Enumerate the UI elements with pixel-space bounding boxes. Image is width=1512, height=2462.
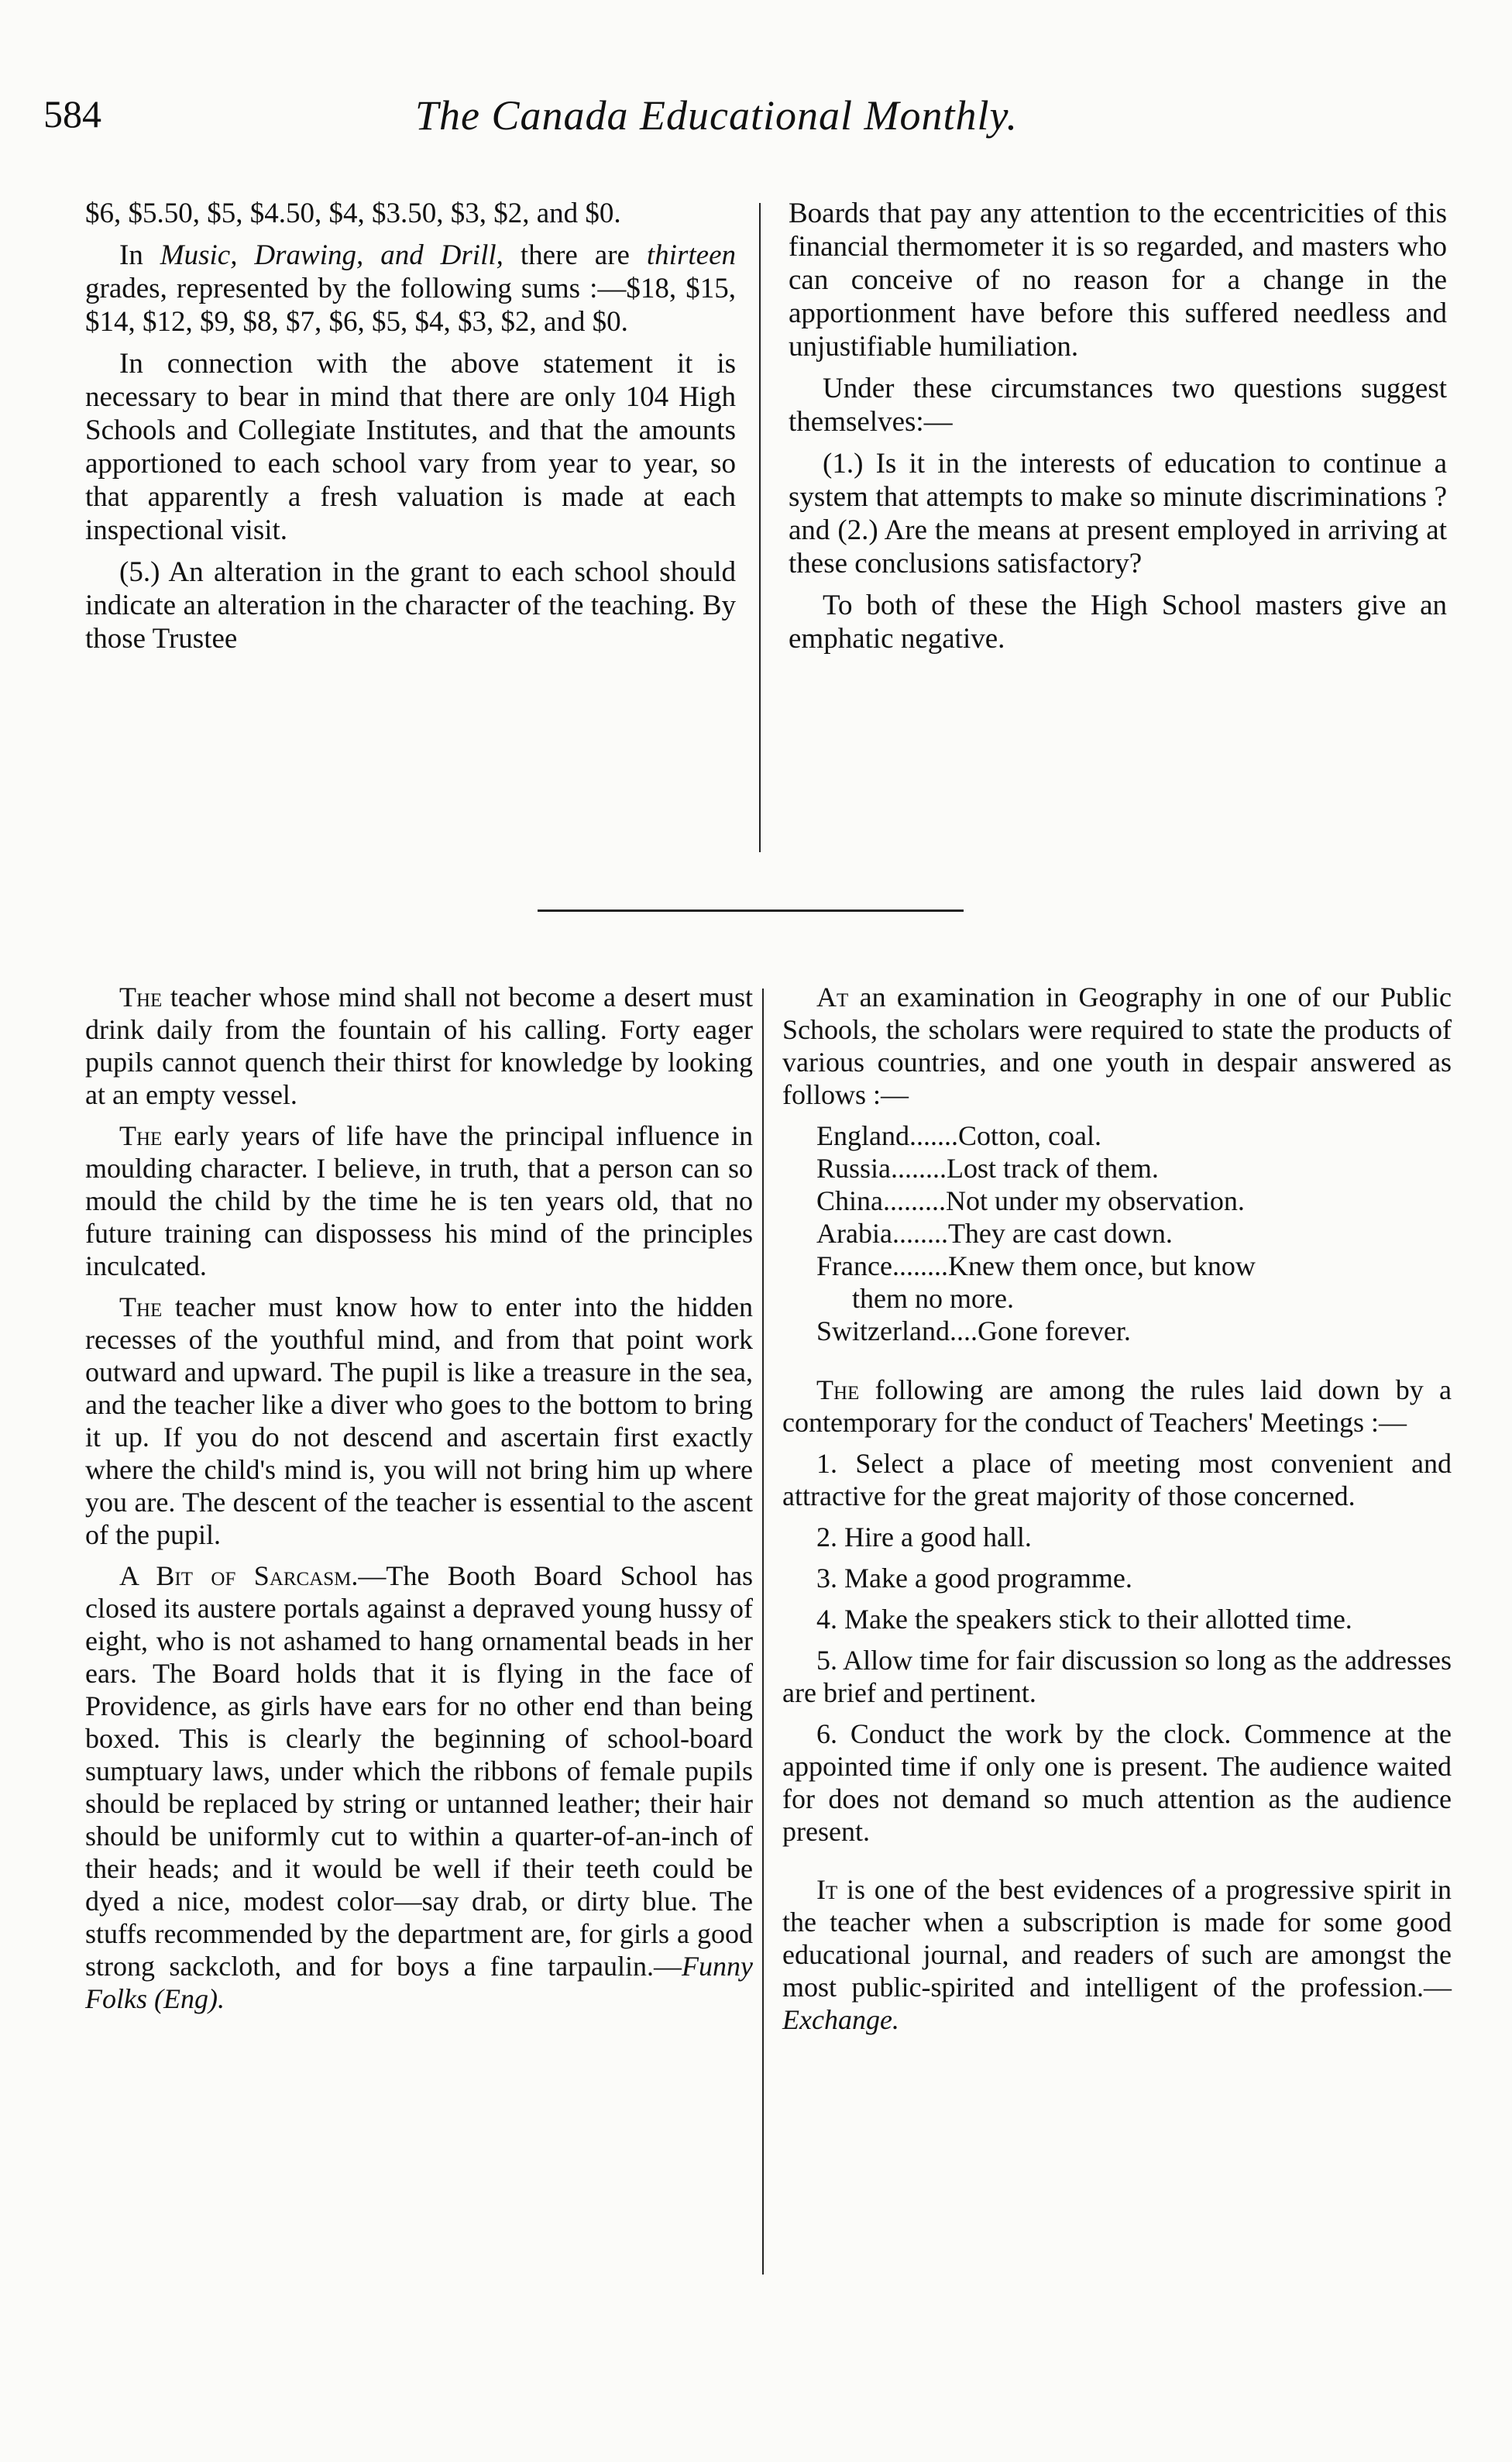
paragraph: Boards that pay any attention to the eccentricities of this financial thermometer it is so regarded, and masters who can conceive of no reason for a change in the apportionment have before this suffered needless and unjustifiable humiliation. [789,198,1447,363]
paragraph: In connection with the above statement it is necessary to bear in mind that there are only 104 High Schools and Collegiate Institutes, and that the amounts apportioned to each school vary from year to year, so that apparently a fresh valuation is made at each inspectional visit. [85,348,736,546]
count-italic: thirteen [646,239,736,271]
paragraph: At an examination in Geography in one of our Public Schools, the scholars were required to state the products of various countries, and one youth in despair answered as follows :— [782,982,1452,1110]
list-item: Russia........Lost track of them. [816,1153,1159,1184]
paragraph: $6, $5.50, $5, $4.50, $4, $3.50, $3, $2, and $0. [85,198,621,229]
lower-left-column [85,981,753,2024]
paragraph: It is one of the best evidences of a progressive spirit in the teacher when a subscription is made for some good educational journal, and readers of such are amongst the most public-spirited and intelligent of the profession.—Exchange. [782,1874,1452,2035]
rule-item: 3. Make a good programme. [816,1563,1132,1594]
list-item: Arabia........They are cast down. [816,1218,1173,1249]
list-item: France........Knew them once, but know [816,1250,1256,1281]
rule-item: 1. Select a place of meeting most convenient and attractive for the great majority of those concerned. [782,1448,1452,1511]
running-title: The Canada Educational Monthly. [415,92,1018,139]
list-item: Switzerland....Gone forever. [816,1315,1131,1346]
paragraph: The teacher whose mind shall not become a desert must drink daily from the fountain of his calling. Forty eager pupils cannot quench their thirst for knowledge by looking at an empty vessel. [85,982,753,1110]
rule-item: 2. Hire a good hall. [816,1522,1032,1553]
column-divider [762,989,764,2275]
subjects-italic: Music, Drawing, and Drill, [160,239,503,271]
rule-item: 4. Make the speakers stick to their allotted time. [816,1604,1352,1635]
list-item: England.......Cotton, coal. [816,1120,1101,1151]
paragraph: The teacher must know how to enter into the hidden recesses of the youthful mind, and from that point work outward and upward. The pupil is like a treasure in the sea, and the teacher like a diver who goes to the bottom to bring it up. If you do not descend and ascertain first exactly where the child's mind is, you will not bring him up where you are. The descent of the teacher is essential to the ascent of the pupil. [85,1291,753,1550]
paragraph: In Music, Drawing, and Drill, there are thirteen grades, represented by the following sums :—$18, $15, $14, $12, $9, $8, $7, $6, $5, $4, $3, $2, and $0. [85,239,736,338]
paragraph: A Bit of Sarcasm.—The Booth Board School has closed its austere portals against a depraved young hussy of eight, who is not ashamed to hang ornamental beads in her ears. The Board holds that it is flying in the face of Providence, as girls have ears for no other end than being boxed. This is clearly the beginning of school-board sumptuary laws, under which the ribbons of female pupils should be replaced by string or untanned leather; their hair should be uniformly cut to within a quarter-of-an-inch of their heads; and it would be well if their teeth could be dyed a nice, modest color—say drab, or dirty blue. The stuffs recommended by the department are, for girls a good strong sackcloth, and for boys a fine tarpaulin.—Funny Folks (Eng). [85,1560,753,2014]
source-citation: Exchange. [782,2004,899,2035]
paragraph: To both of these the High School masters give an emphatic negative. [789,590,1447,655]
page-header [43,91,1128,153]
upper-left-column [85,197,736,664]
column-divider [759,203,761,852]
paragraph: Under these circumstances two questions suggest themselves:— [789,373,1447,438]
lower-right-column [782,981,1452,2044]
list-item-continuation: them no more. [852,1283,1014,1314]
products-list [782,1119,1452,1347]
source-citation: Funny Folks (Eng). [85,1951,753,2014]
paragraph: (1.) Is it in the interests of education to continue a system that attempts to make so minute discriminations ? and (2.) Are the means at present employed in arriving at these conclusions satisfactory? [789,448,1447,579]
page-number: 584 [43,92,101,136]
paragraph: The following are among the rules laid down by a contemporary for the conduct of Teachers' Meetings :— [782,1374,1452,1438]
sarcasm-heading: A Bit of Sarcasm. [119,1560,359,1591]
rule-item: 5. Allow time for fair discussion so long as the addresses are brief and pertinent. [782,1645,1452,1708]
paragraph: (5.) An alteration in the grant to each school should indicate an alteration in the character of the teaching. By those Trustee [85,556,736,655]
paragraph: The early years of life have the principal influence in moulding character. I believe, in truth, that a person can so mould the child by the time he is ten years old, that no future training can dispossess his mind of the principles inculcated. [85,1120,753,1281]
rule-item: 6. Conduct the work by the clock. Commence at the appointed time if only one is present. The audience waited for does not demand so much attention as the audience present. [782,1718,1452,1847]
section-rule [538,909,964,912]
list-item: China.........Not under my observation. [816,1185,1245,1216]
upper-right-column [789,197,1447,664]
